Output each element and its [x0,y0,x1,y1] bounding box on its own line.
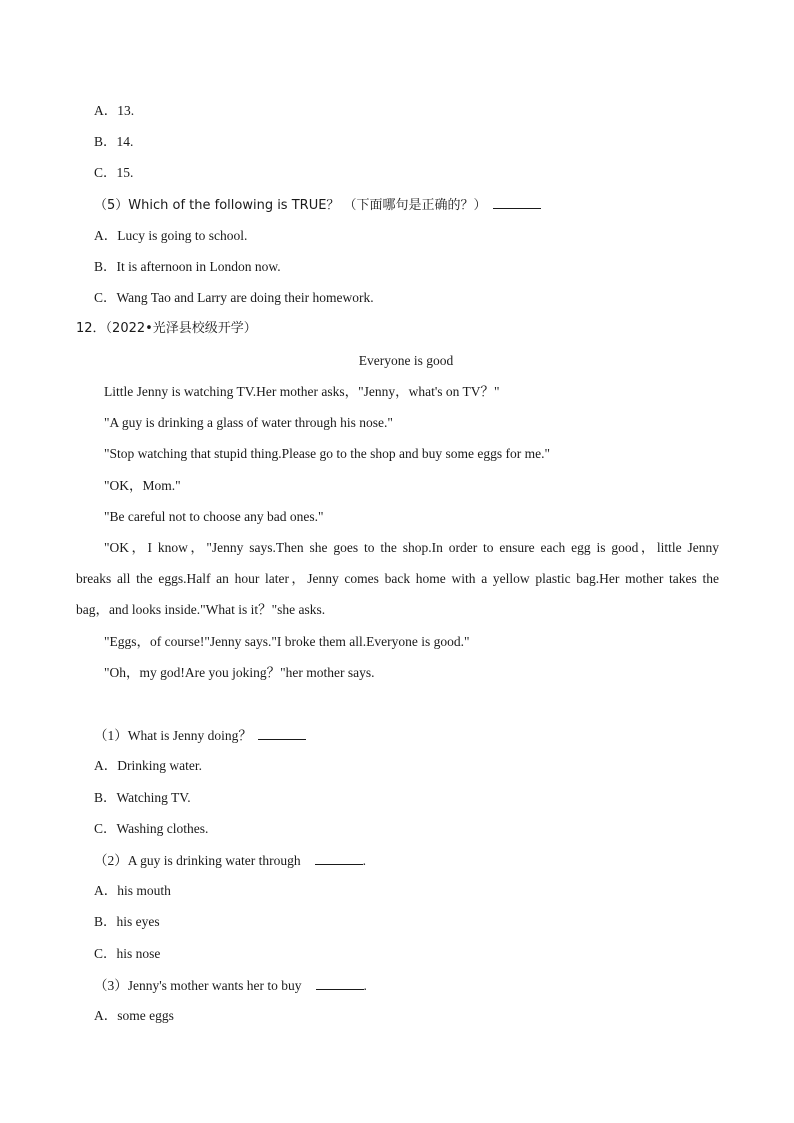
passage-line: Little Jenny is watching TV.Her mother asks，"Jenny，what's on TV？" [104,384,500,399]
q5-stem: （5）Which of the following is TRUE？ （下面哪句是正确的？） [94,196,541,214]
q1-option-c: C．Washing clothes. [94,821,209,836]
q2-stem: （2）A guy is drinking water through . [94,853,366,868]
q2-option-c: C．his nose [94,946,161,961]
passage-line: "A guy is drinking a glass of water through his nose." [104,415,393,430]
q1-stem: （1）What is Jenny doing？ [94,727,306,744]
passage-line: "OK，I know，"Jenny says.Then she goes to the shop.In order to ensure each egg is good，little Jenny [104,540,719,555]
passage-title: Everyone is good [358,353,454,368]
q1-option-a: A．Drinking water. [94,758,202,773]
answer-blank [258,727,306,740]
passage-line: "Be careful not to choose any bad ones." [104,509,324,524]
q5-option-c: C．Wang Tao and Larry are doing their homework. [94,290,374,305]
passage-line: "OK，Mom." [104,478,181,493]
q3-stem: （3）Jenny's mother wants her to buy . [94,978,367,993]
q2-option-b: B．his eyes [94,914,160,929]
answer-blank [316,977,364,990]
q5-option-a: A．Lucy is going to school. [94,228,248,243]
option-a: A．13. [94,103,135,118]
passage-line: "Stop watching that stupid thing.Please go to the shop and buy some eggs for me." [104,446,550,461]
passage-line: bag，and looks inside."What is it？"she asks. [76,602,326,617]
question-12-header: 12．（2022•光泽县校级开学） [76,321,257,336]
q5-option-b: B．It is afternoon in London now. [94,259,281,274]
passage-line: "Eggs，of course!"Jenny says."I broke them all.Everyone is good." [104,634,470,649]
option-b: B．14. [94,134,134,149]
q3-option-a: A．some eggs [94,1008,174,1023]
answer-blank [493,196,541,209]
option-c: C．15. [94,165,134,180]
q1-option-b: B．Watching TV. [94,790,191,805]
q2-option-a: A．his mouth [94,883,171,898]
passage-line: breaks all the eggs.Half an hour later，Jenny comes back home with a yellow plastic bag.Her mother takes the [76,571,719,586]
answer-blank [315,852,363,865]
passage-line: "Oh，my god!Are you joking？"her mother says. [104,665,375,680]
